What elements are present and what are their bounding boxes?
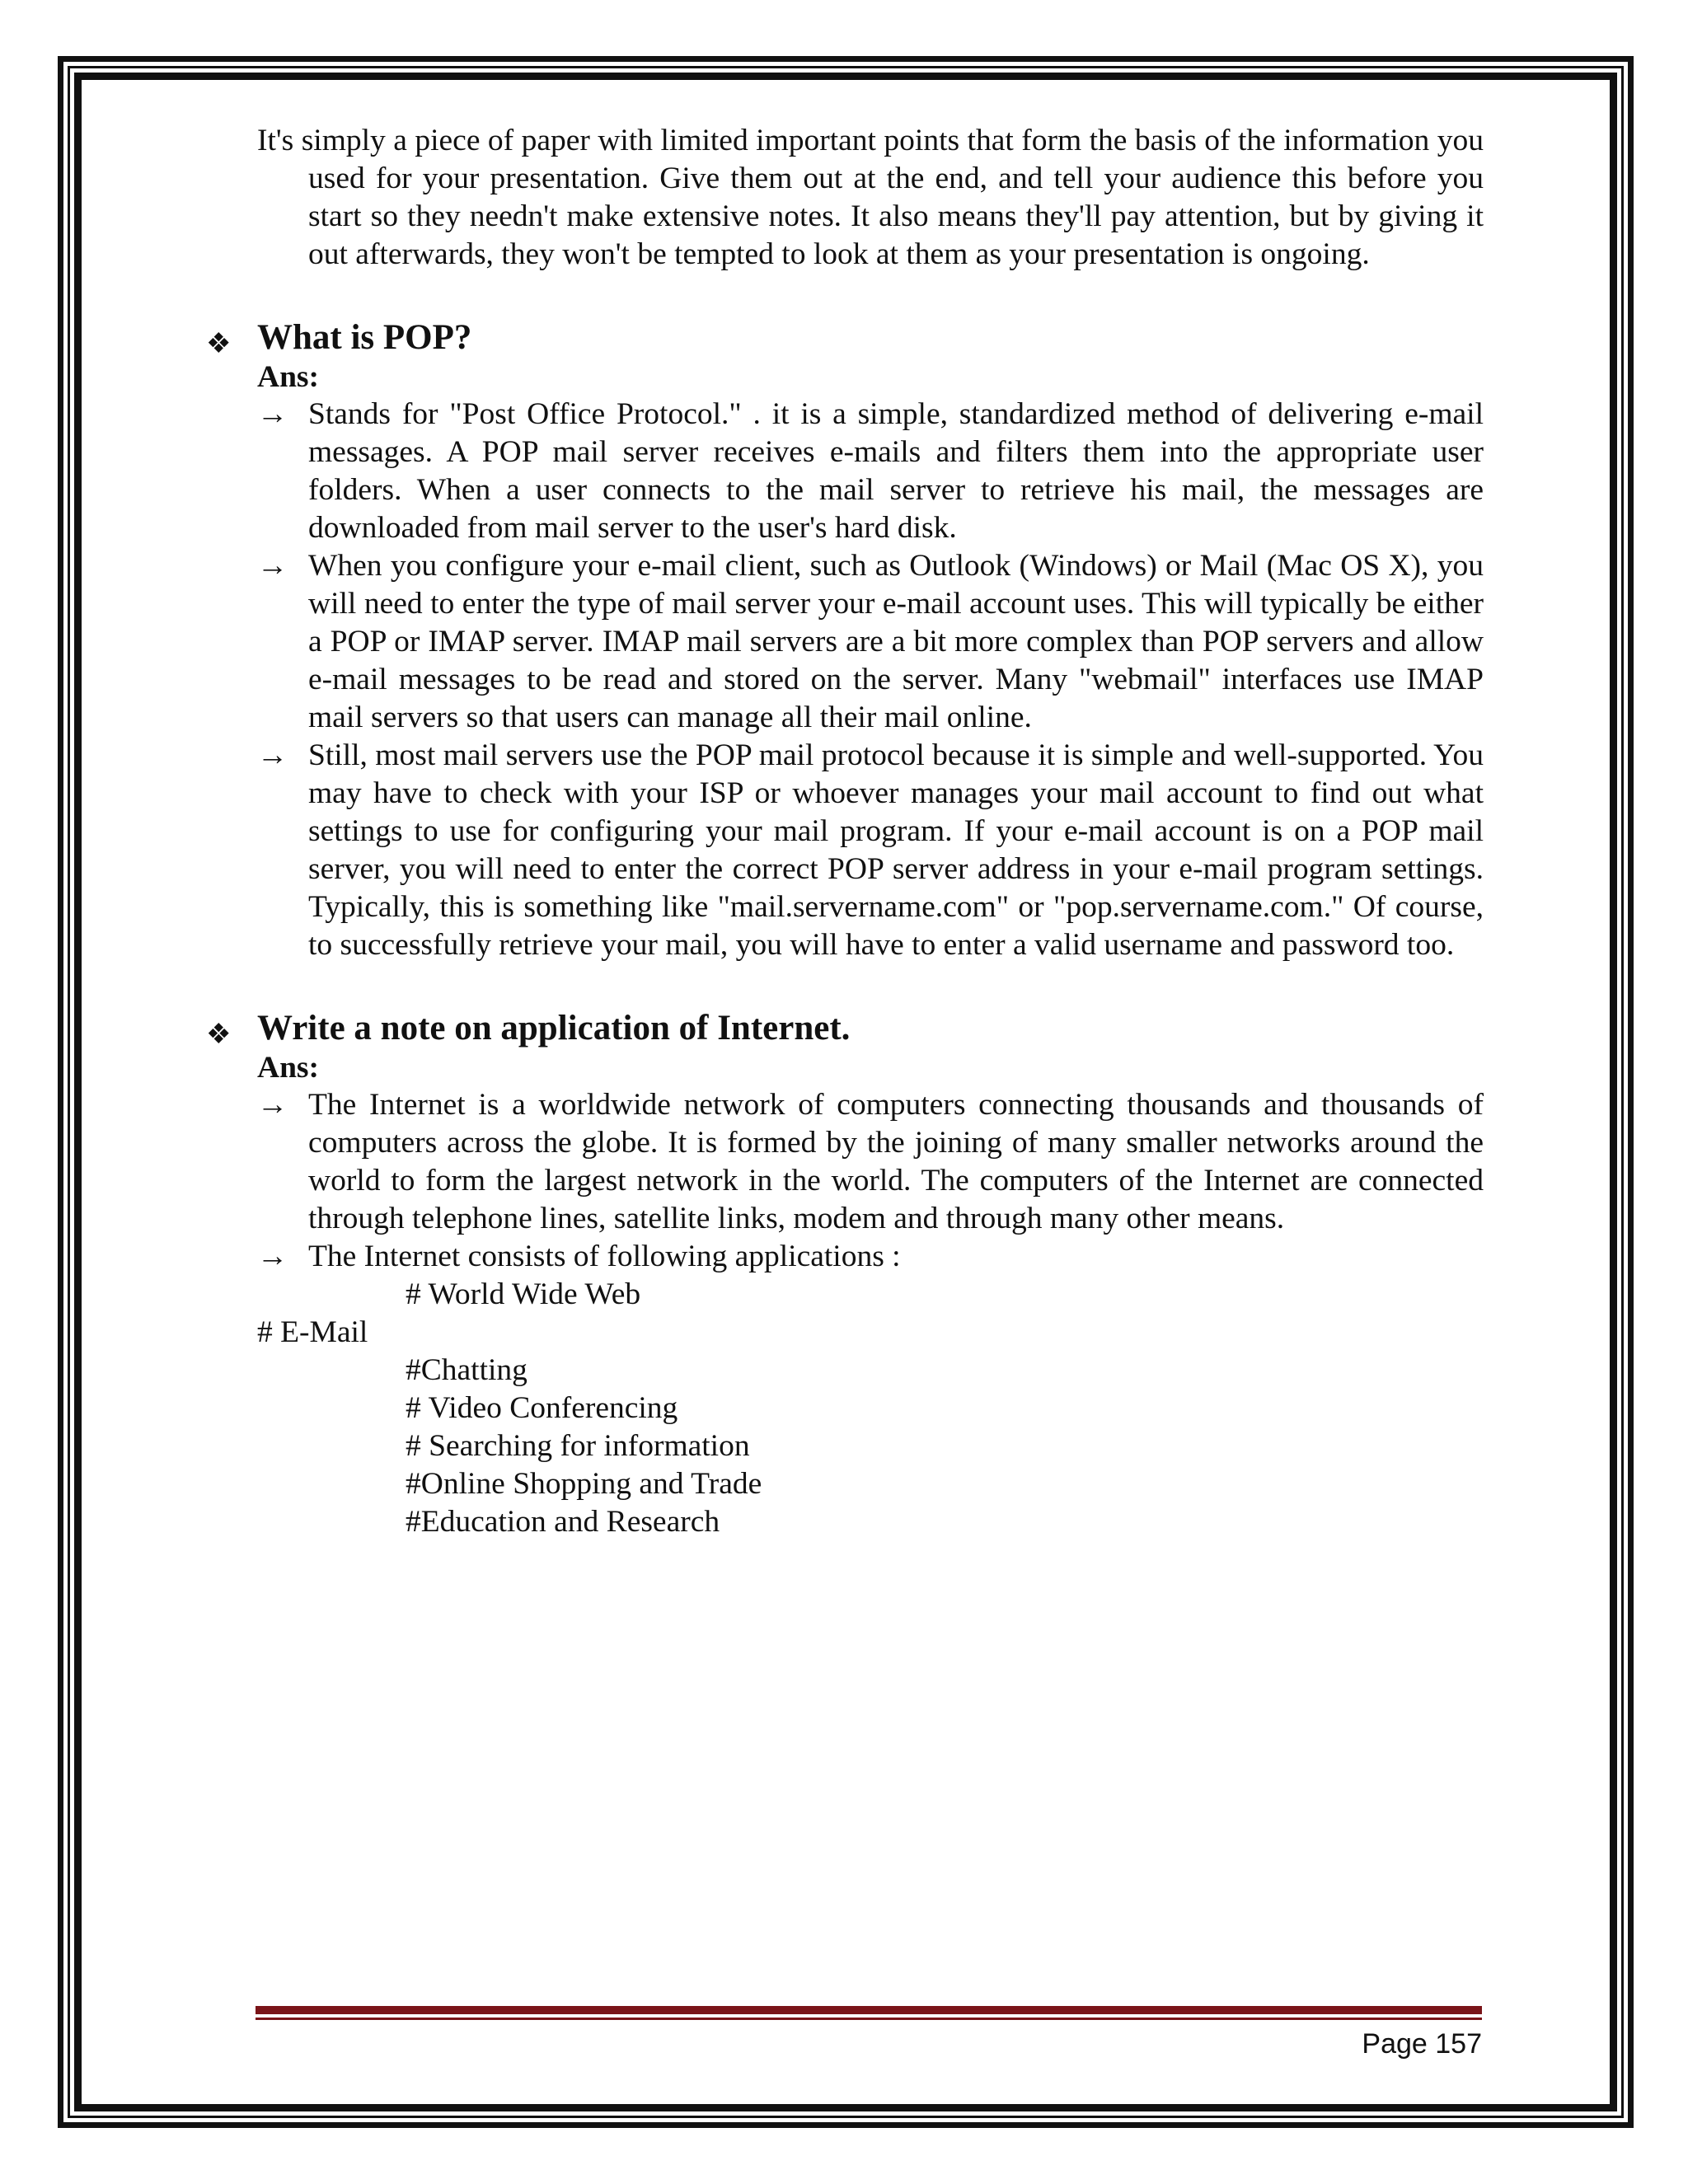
question-heading-pop	[198, 316, 1484, 359]
arrow-right-icon: →	[257, 1088, 288, 1122]
answer-point-text: Still, most mail servers use the POP mail protocol because it is simple and well-supported. You may have to check with your ISP or whoever manages your mail account to find out what settings to use for configuring your mail program. If your e-mail account is on a POP mail server, you will need to enter the correct POP server address in your e-mail program settings. Typically, this is something like "mail.servername.com" or "pop.servername.com." Of course, to successfully retrieve your mail, you will have to enter a valid username and password too.	[308, 738, 1484, 962]
answer-label: Ans:	[257, 1051, 320, 1085]
question-heading-internet	[198, 1007, 1484, 1050]
arrow-right-icon: →	[257, 549, 288, 583]
answer-point	[257, 396, 1484, 547]
page-content	[198, 122, 1484, 1541]
arrow-right-icon: →	[257, 738, 288, 772]
list-item: # Searching for information	[406, 1429, 750, 1463]
answer-label: Ans:	[257, 360, 320, 394]
answer-point-text: When you configure your e-mail client, such as Outlook (Windows) or Mail (Mac OS X), you will need to enter the type of mail server your e-mail account uses. This will typically be either a POP or IMAP server. IMAP mail servers are a bit more complex than POP servers and allow e-mail messages to be read and stored on the server. Many "webmail" interfaces use IMAP mail servers so that users can manage all their mail online.	[308, 549, 1484, 734]
diamond-bullet-icon: ❖	[206, 329, 232, 359]
answer-point	[257, 737, 1484, 964]
arrow-right-icon: →	[257, 1240, 288, 1273]
list-item: # E-Mail	[257, 1315, 368, 1349]
footer-rule-thin	[256, 2018, 1482, 2020]
answer-point	[257, 1238, 1484, 1276]
answer-point-text: Stands for "Post Office Protocol." . it is a simple, standardized method of delivering e-mail messages. A POP mail server receives e-mails and filters them into the appropriate user folders. When a user connects to the mail server to retrieve his mail, the messages are downloaded from mail server to the user's hard disk.	[308, 397, 1484, 545]
diamond-bullet-icon: ❖	[206, 1019, 232, 1050]
list-item: #Online Shopping and Trade	[406, 1467, 762, 1501]
list-item: # Video Conferencing	[406, 1391, 678, 1425]
question-title: What is POP?	[257, 318, 472, 357]
list-item: #Chatting	[406, 1353, 528, 1387]
arrow-right-icon: →	[257, 397, 288, 431]
answer-point-text: The Internet consists of following applications :	[308, 1240, 901, 1273]
intro-paragraph: It's simply a piece of paper with limited important points that form the basis of the information you used for your presentation. Give them out at the end, and tell your audience this before you start so they needn't make extensive notes. It also means they'll pay attention, but by giving it out afterwards, they won't be tempted to look at them as your presentation is ongoing.	[257, 124, 1484, 271]
application-list	[198, 1276, 1484, 1541]
page-number: Page 157	[1362, 2028, 1482, 2060]
answer-point-text: The Internet is a worldwide network of computers connecting thousands and thousands of computers across the globe. It is formed by the joining of many smaller networks around the world to form the largest network in the world. The computers of the Internet are connected through telephone lines, satellite links, modem and through many other means.	[308, 1088, 1484, 1235]
footer-rule	[256, 2006, 1482, 2014]
question-title: Write a note on application of Internet.	[257, 1009, 851, 1047]
answer-point	[257, 1086, 1484, 1238]
list-item: #Education and Research	[406, 1505, 720, 1539]
list-item: # World Wide Web	[406, 1277, 641, 1311]
answer-point	[257, 547, 1484, 737]
